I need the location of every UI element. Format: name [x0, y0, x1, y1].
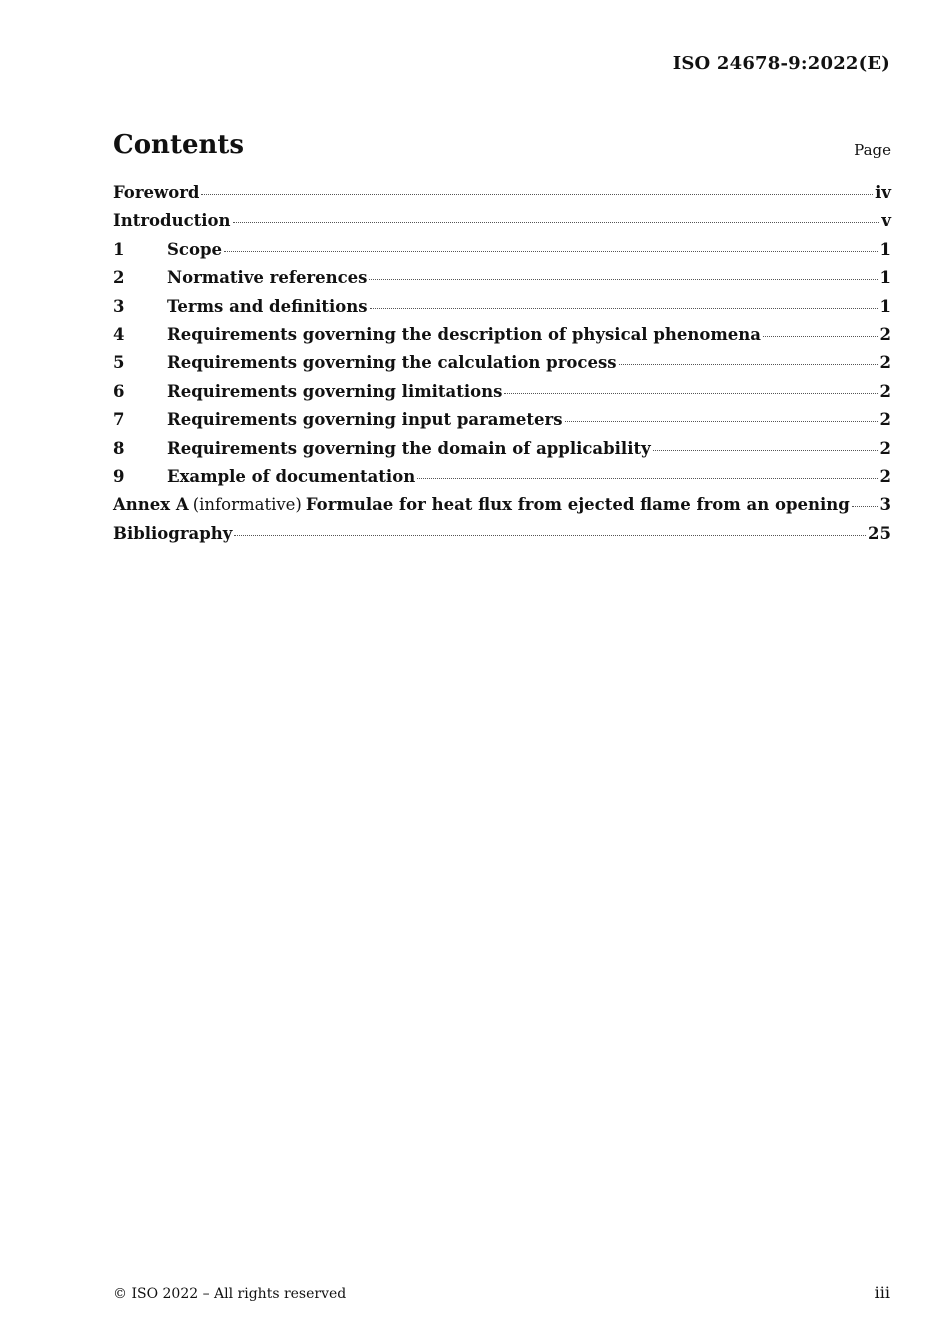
toc-entry-number: 2 — [113, 268, 125, 288]
dot-leader — [852, 505, 878, 507]
toc-entry-foreword[interactable] — [113, 183, 891, 211]
footer-copyright: © ISO 2022 – All rights reserved — [113, 1286, 347, 1302]
toc-entry-page: 3 — [879, 495, 891, 515]
toc-entry-scope[interactable] — [113, 240, 891, 268]
toc-entry-page: v — [881, 211, 891, 231]
toc-entry-introduction[interactable] — [113, 211, 891, 239]
toc-entry-title: Requirements governing input parameters — [167, 410, 563, 430]
toc-entry-title: Scope — [167, 239, 223, 259]
toc-entry-page: 2 — [879, 353, 891, 373]
dot-leader — [369, 278, 877, 280]
dot-leader — [619, 363, 878, 365]
toc-entry-calculation-process[interactable] — [113, 353, 891, 381]
toc-entry-physical-phenomena[interactable] — [113, 325, 891, 353]
toc-entry-page: 2 — [879, 381, 891, 401]
toc-entry-normative-references[interactable] — [113, 268, 891, 296]
dot-leader — [370, 307, 878, 309]
footer-page-number: iii — [874, 1283, 890, 1302]
toc-entry-page: 25 — [868, 523, 891, 543]
toc-entry-limitations[interactable] — [113, 382, 891, 410]
dot-leader — [653, 449, 878, 451]
document-identifier: ISO 24678-9:2022(E) — [672, 53, 890, 74]
toc-entry-number: 9 — [113, 466, 125, 486]
toc-entry-page: 1 — [879, 239, 891, 259]
toc-entry-number: 3 — [113, 296, 125, 316]
toc-entry-bibliography[interactable] — [113, 524, 891, 552]
page-column-label: Page — [854, 141, 891, 159]
toc-entry-terms-and-definitions[interactable] — [113, 297, 891, 325]
toc-entry-domain-of-applicability[interactable] — [113, 439, 891, 467]
toc-entry-title: Formulae for heat flux from ejected flame from an opening — [305, 495, 850, 515]
toc-entry-page: 2 — [879, 466, 891, 486]
dot-leader — [201, 193, 873, 195]
annex-note: (informative) — [192, 495, 302, 515]
toc-entry-title: Requirements governing the calculation process — [167, 353, 617, 373]
toc-entry-page: 2 — [879, 438, 891, 458]
toc-entry-example-of-documentation[interactable] — [113, 467, 891, 495]
toc-entry-page: 1 — [879, 268, 891, 288]
toc-entry-title: Requirements governing the domain of applicability — [167, 438, 651, 458]
toc-entry-page: 2 — [879, 410, 891, 430]
toc-entry-number: 6 — [113, 381, 125, 401]
toc-entry-annex-a[interactable] — [113, 495, 891, 523]
toc-entry-title: Foreword — [113, 183, 200, 202]
toc-entry-title: Bibliography — [113, 523, 233, 543]
dot-leader — [504, 392, 877, 394]
contents-title: Contents — [113, 130, 245, 160]
toc-entry-title: Introduction — [113, 211, 231, 231]
toc-entry-number: 1 — [113, 239, 125, 259]
dot-leader — [763, 335, 878, 337]
table-of-contents — [113, 183, 891, 552]
dot-leader — [233, 221, 880, 223]
toc-entry-page: 2 — [879, 324, 891, 344]
toc-entry-page: 1 — [879, 296, 891, 316]
contents-header — [113, 130, 891, 170]
dot-leader — [565, 420, 878, 422]
annex-label: Annex A — [113, 495, 189, 515]
toc-entry-page: iv — [875, 183, 891, 202]
toc-entry-number: 7 — [113, 410, 125, 430]
toc-entry-title: Requirements governing the description of physical phenomena — [167, 324, 761, 344]
dot-leader — [224, 250, 878, 252]
toc-entry-title: Example of documentation — [167, 466, 416, 486]
toc-entry-number: 5 — [113, 353, 125, 373]
toc-entry-number: 4 — [113, 324, 125, 344]
dot-leader — [417, 477, 877, 479]
toc-entry-title: Requirements governing limitations — [167, 381, 503, 401]
dot-leader — [234, 534, 866, 536]
toc-entry-title: Normative references — [167, 268, 368, 288]
toc-entry-title: Terms and definitions — [167, 296, 368, 316]
toc-entry-input-parameters[interactable] — [113, 410, 891, 438]
toc-entry-number: 8 — [113, 438, 125, 458]
